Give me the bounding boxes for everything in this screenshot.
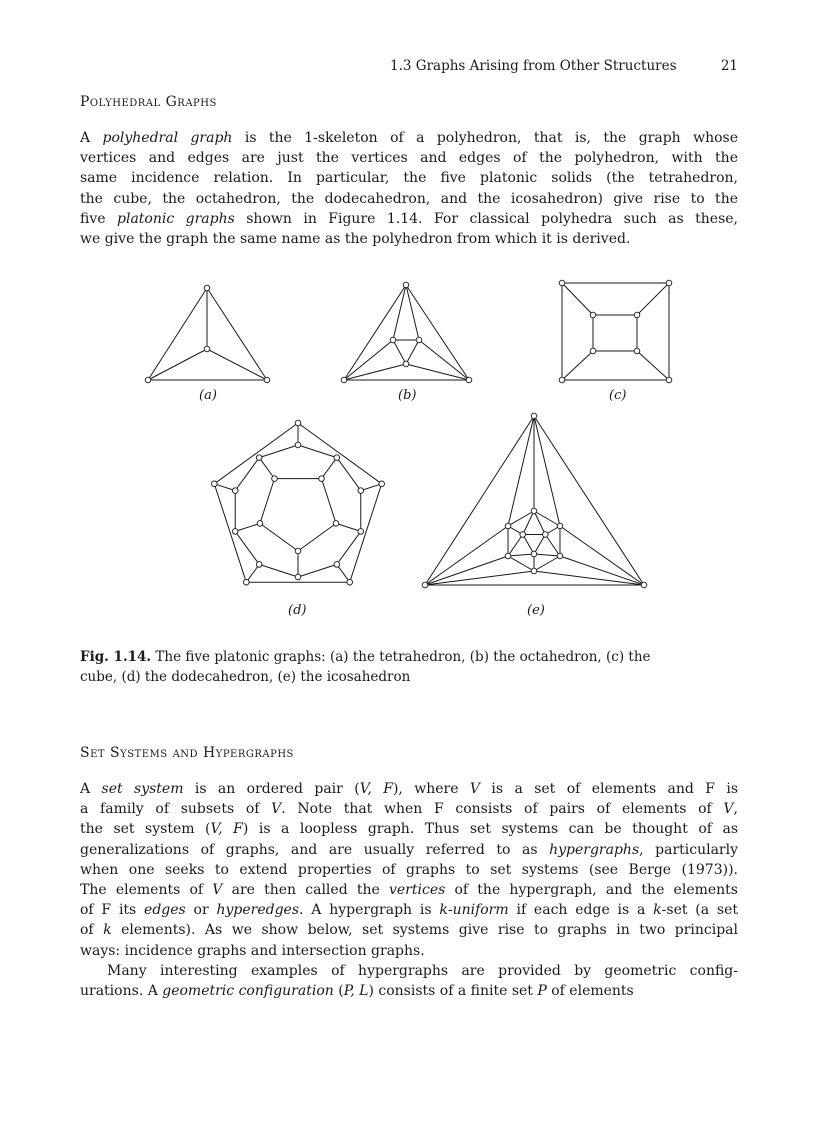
graph-vertex bbox=[557, 523, 563, 529]
label-c: (c) bbox=[609, 388, 627, 403]
text-run: ) consists of a finite set bbox=[368, 983, 538, 1000]
emphasis: V, F bbox=[210, 821, 243, 838]
graph-edge bbox=[298, 564, 337, 577]
text-line bbox=[80, 799, 738, 819]
graph-vertex bbox=[295, 574, 301, 580]
emphasis: hypergraphs bbox=[549, 841, 640, 858]
graph-edge bbox=[148, 288, 207, 380]
graph-edge bbox=[534, 535, 545, 555]
text-line bbox=[80, 880, 738, 900]
graph-vertex bbox=[295, 548, 301, 554]
graph-vertex bbox=[212, 481, 218, 487]
emphasis: geometric configuration bbox=[162, 983, 334, 1000]
octahedron-graph bbox=[341, 282, 472, 383]
text-run: the set system ( bbox=[80, 821, 211, 838]
text-run: of F its bbox=[80, 902, 145, 919]
graph-edge bbox=[298, 423, 382, 484]
text-run: a family of subsets of bbox=[80, 801, 272, 818]
text-line bbox=[80, 840, 738, 860]
text-run: of the hypergraph, and the elements bbox=[445, 882, 738, 899]
graph-vertex bbox=[358, 529, 364, 535]
emphasis: P bbox=[537, 983, 547, 1000]
graph-vertex bbox=[145, 377, 151, 383]
graph-vertex bbox=[341, 377, 347, 383]
graph-edge bbox=[344, 285, 406, 380]
graph-edge bbox=[406, 285, 469, 380]
graph-edge bbox=[361, 484, 382, 491]
emphasis: platonic graphs bbox=[117, 210, 235, 227]
graph-edge bbox=[562, 351, 593, 380]
graph-edge bbox=[562, 283, 593, 315]
graph-vertex bbox=[590, 348, 596, 354]
graph-edge bbox=[508, 556, 534, 571]
emphasis: k bbox=[653, 902, 662, 919]
emphasis: V, F bbox=[359, 781, 393, 797]
text-line bbox=[80, 900, 738, 920]
graph-edge bbox=[246, 564, 259, 582]
emphasis: polyhedral graph bbox=[102, 130, 233, 146]
graph-edge bbox=[148, 349, 207, 380]
emphasis: uniform bbox=[452, 902, 509, 919]
graph-edge bbox=[534, 416, 560, 526]
text-run: elements). As we show below, set systems give rise to graphs in two principal bbox=[111, 922, 738, 939]
emphasis: vertices bbox=[388, 882, 446, 899]
text-line bbox=[80, 860, 738, 880]
text-run: urations. A bbox=[80, 983, 163, 1000]
text-run: is an ordered pair ( bbox=[183, 781, 360, 797]
graph-vertex bbox=[542, 532, 548, 538]
text-run: when one seeks to extend properties of graphs to set systems (see Berge (1973)). bbox=[80, 861, 738, 878]
text-run: . Note that when F consists of pairs of elements of bbox=[281, 801, 724, 818]
graph-edge bbox=[534, 416, 644, 585]
text-run: vertices and edges are just the vertices and edges of the polyhedron, with the bbox=[80, 150, 738, 167]
running-head-section: 1.3 Graphs Arising from Other Structures bbox=[390, 58, 677, 74]
graph-edge bbox=[322, 458, 337, 479]
graph-vertex bbox=[590, 312, 596, 318]
graph-edge bbox=[545, 535, 560, 557]
text-run: Many interesting examples of hypergraphs are provided by geometric config- bbox=[107, 962, 738, 979]
text-run: same incidence relation. In particular, the five platonic solids (the tetrahedron, bbox=[80, 170, 738, 187]
emphasis: hyperedges bbox=[216, 902, 300, 919]
text-run: ( bbox=[333, 983, 344, 1000]
text-line bbox=[80, 819, 738, 839]
page-number: 21 bbox=[720, 58, 738, 74]
graph-vertex bbox=[403, 282, 409, 288]
tetrahedron-graph bbox=[145, 285, 270, 383]
text-run: the cube, the octahedron, the dodecahedron, and the icosahedron) give rise to the bbox=[80, 190, 738, 207]
graph-edge bbox=[534, 554, 560, 556]
graph-vertex bbox=[531, 568, 537, 574]
text-run: - bbox=[447, 902, 453, 919]
text-run: is the 1-skeleton of a polyhedron, that is, the graph whose bbox=[232, 130, 738, 146]
graph-vertex bbox=[505, 523, 511, 529]
text-run: of bbox=[80, 922, 104, 939]
text-line bbox=[80, 961, 738, 981]
graph-vertex bbox=[559, 377, 565, 383]
graph-edge bbox=[637, 283, 669, 315]
graph-edge bbox=[207, 349, 267, 380]
text-run: -set (a set bbox=[661, 902, 738, 919]
graph-edge bbox=[406, 285, 419, 340]
graph-edge bbox=[560, 556, 644, 585]
text-run: we give the graph the same name as the polyhedron from which it is derived. bbox=[80, 231, 631, 248]
graph-vertex bbox=[347, 579, 353, 585]
graph-edge bbox=[214, 423, 298, 484]
graph-edge bbox=[214, 484, 246, 582]
text-run: five bbox=[80, 210, 117, 227]
cube-graph bbox=[559, 280, 672, 383]
graph-vertex bbox=[232, 488, 238, 494]
text-line bbox=[80, 981, 738, 1001]
emphasis: V bbox=[212, 882, 223, 899]
label-b: (b) bbox=[398, 388, 417, 403]
text-run: if each edge is a bbox=[508, 902, 654, 919]
graph-vertex bbox=[334, 562, 340, 568]
emphasis: edges bbox=[144, 902, 186, 919]
text-run: or bbox=[185, 902, 217, 919]
graph-vertex bbox=[256, 455, 262, 461]
graph-vertex bbox=[634, 312, 640, 318]
text-run: , bbox=[733, 801, 738, 818]
graph-edge bbox=[259, 458, 274, 479]
emphasis: set system bbox=[101, 781, 184, 797]
graph-vertex bbox=[520, 532, 526, 538]
icosahedron-graph bbox=[422, 413, 647, 588]
figure-caption-line-1: The five platonic graphs: (a) the tetrahedron, (b) the octahedron, (c) the bbox=[151, 649, 651, 665]
emphasis: P, L bbox=[343, 983, 369, 1000]
text-run: A bbox=[80, 781, 102, 797]
graph-vertex bbox=[531, 413, 537, 419]
graph-edge bbox=[637, 351, 669, 380]
graph-vertex bbox=[257, 521, 263, 527]
emphasis: V bbox=[271, 801, 282, 818]
graph-vertex bbox=[422, 582, 428, 588]
graph-vertex bbox=[334, 455, 340, 461]
text-line bbox=[80, 779, 738, 799]
graph-edge bbox=[322, 479, 337, 524]
graph-edge bbox=[235, 523, 260, 531]
graph-edge bbox=[425, 556, 508, 585]
graph-vertex bbox=[531, 551, 537, 557]
label-e: (e) bbox=[527, 603, 545, 618]
graph-vertex bbox=[295, 442, 301, 448]
graph-edge bbox=[508, 535, 523, 557]
graph-vertex bbox=[634, 348, 640, 354]
label-a: (a) bbox=[199, 388, 217, 403]
label-d: (d) bbox=[288, 603, 307, 618]
graph-vertex bbox=[641, 582, 647, 588]
graph-vertex bbox=[204, 346, 210, 352]
text-run: ), where bbox=[392, 781, 470, 797]
emphasis: V bbox=[469, 781, 481, 797]
graph-vertex bbox=[557, 553, 563, 559]
graph-vertex bbox=[295, 420, 301, 426]
graph-vertex bbox=[256, 562, 262, 568]
figure-caption bbox=[80, 647, 738, 687]
graph-vertex bbox=[466, 377, 472, 383]
graph-vertex bbox=[204, 285, 210, 291]
graph-vertex bbox=[666, 377, 672, 383]
graph-edge bbox=[259, 564, 298, 577]
graph-edge bbox=[534, 556, 560, 571]
figure-caption-label: Fig. 1.14. bbox=[80, 649, 152, 665]
emphasis: k bbox=[103, 922, 112, 939]
graph-vertex bbox=[333, 521, 339, 527]
graph-edge bbox=[425, 416, 534, 585]
graph-vertex bbox=[243, 579, 249, 585]
figure-caption-line-2: cube, (d) the dodecahedron, (e) the icosahedron bbox=[80, 669, 411, 685]
graph-vertex bbox=[232, 529, 238, 535]
graph-edge bbox=[336, 523, 361, 531]
emphasis: k bbox=[439, 902, 448, 919]
graph-vertex bbox=[416, 337, 422, 343]
graph-vertex bbox=[272, 476, 278, 482]
graph-edge bbox=[350, 484, 382, 582]
graph-edge bbox=[337, 564, 350, 582]
emphasis: V bbox=[723, 801, 734, 818]
text-run: , particularly bbox=[639, 841, 738, 858]
text-line bbox=[80, 941, 738, 961]
graph-edge bbox=[406, 340, 419, 364]
graph-vertex bbox=[403, 361, 409, 367]
graph-edge bbox=[260, 523, 298, 551]
graph-vertex bbox=[505, 553, 511, 559]
text-run: ) is a loopless graph. Thus set systems can be thought of as bbox=[242, 821, 738, 838]
graph-edge bbox=[523, 535, 534, 555]
section-title-polyhedral-graphs: Polyhedral Graphs bbox=[80, 94, 217, 110]
graph-edge bbox=[298, 523, 336, 551]
text-run: The elements of bbox=[80, 882, 213, 899]
graph-edge bbox=[393, 285, 406, 340]
text-run: are then called the bbox=[222, 882, 389, 899]
graph-edge bbox=[235, 458, 259, 491]
text-line bbox=[80, 920, 738, 940]
graph-vertex bbox=[319, 476, 325, 482]
text-run: ways: incidence graphs and intersection graphs. bbox=[80, 942, 425, 959]
dodecahedron-graph bbox=[212, 420, 385, 585]
graph-edge bbox=[214, 484, 235, 491]
graph-vertex bbox=[264, 377, 270, 383]
text-run: shown in Figure 1.14. For classical polyhedra such as these, bbox=[234, 210, 738, 227]
text-run: of elements bbox=[546, 983, 634, 1000]
section-title-set-systems: Set Systems and Hypergraphs bbox=[80, 745, 294, 761]
graph-edge bbox=[337, 458, 361, 491]
graph-vertex bbox=[379, 481, 385, 487]
text-run: A bbox=[80, 130, 103, 146]
graph-edge bbox=[260, 479, 275, 524]
graph-edge bbox=[207, 288, 267, 380]
graph-vertex bbox=[358, 488, 364, 494]
graph-vertex bbox=[390, 337, 396, 343]
graph-edge bbox=[508, 554, 534, 556]
graph-vertex bbox=[666, 280, 672, 286]
graph-vertex bbox=[559, 280, 565, 286]
paragraph-set-systems bbox=[80, 779, 738, 1001]
graph-edge bbox=[393, 340, 406, 364]
graph-edge bbox=[508, 416, 534, 526]
text-run: generalizations of graphs, and are usually referred to as bbox=[80, 841, 550, 858]
text-run: . A hypergraph is bbox=[299, 902, 440, 919]
graph-vertex bbox=[531, 508, 537, 514]
text-run: is a set of elements and F is bbox=[480, 781, 738, 797]
